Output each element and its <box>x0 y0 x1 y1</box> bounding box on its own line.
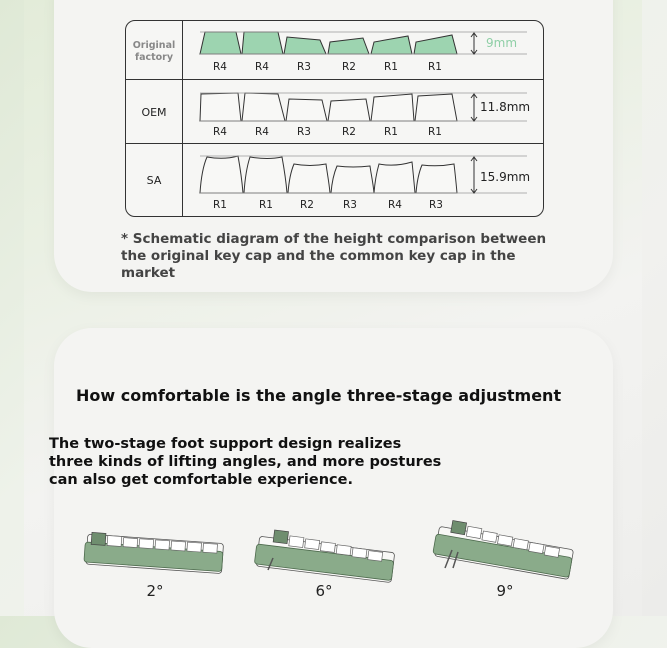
row-label-oem: OEM <box>141 106 167 119</box>
key-row-label: R1 <box>428 126 442 138</box>
keycap-profile <box>414 35 457 54</box>
key-row-label: R4 <box>388 199 402 211</box>
keycap-profile <box>200 93 241 121</box>
keycap-profile <box>244 157 287 193</box>
keycap-profile <box>288 164 330 193</box>
height-arrow <box>471 94 477 121</box>
original-factory-keycaps <box>200 32 457 54</box>
key-row-label: R1 <box>384 61 398 73</box>
height-arrow <box>471 157 477 193</box>
keycap-profile <box>242 32 283 54</box>
section-description: The two-stage foot support design realizes three kinds of lifting angles, and more postures can also get comfortable experience. <box>49 436 442 488</box>
keycap-profile <box>200 32 241 54</box>
keycap-profile <box>328 38 369 54</box>
key-row-label: R3 <box>297 126 311 138</box>
keycap-profile <box>242 93 285 121</box>
key-row-label: R1 <box>428 61 442 73</box>
section-title: How comfortable is the angle three-stage adjustment <box>76 386 562 405</box>
key-row-label: R1 <box>213 199 227 211</box>
keycap-profile <box>415 94 457 121</box>
key-row-label: R2 <box>342 126 356 138</box>
key-row-label: R3 <box>297 61 311 73</box>
keycap-profile <box>374 162 415 193</box>
keycap-profile <box>371 36 412 54</box>
key-row-label: R1 <box>384 126 398 138</box>
keyboard-2-degree <box>84 532 224 574</box>
key-row-label: R3 <box>343 199 357 211</box>
keycap-profile <box>371 94 414 121</box>
height-value-original: 9mm <box>486 36 518 50</box>
angle-label-2: 2° <box>146 582 164 600</box>
key-row-label: R2 <box>300 199 314 211</box>
key-row-label: R4 <box>255 61 269 73</box>
angle-label-9: 9° <box>496 582 514 600</box>
keyboard-6-degree <box>254 528 396 583</box>
key-row-label: R4 <box>213 126 227 138</box>
key-row-label: R3 <box>429 199 443 211</box>
row-label-original-factory: Original factory <box>132 40 176 63</box>
key-row-label: R4 <box>213 61 227 73</box>
keycap-profile <box>200 156 243 193</box>
schematic-note: * Schematic diagram of the height comparison between the original key cap and the common key cap in the market <box>121 231 547 281</box>
angle-label-6: 6° <box>315 582 333 600</box>
oem-keycaps <box>200 93 457 121</box>
row-label-sa: SA <box>146 174 162 187</box>
key-row-label: R4 <box>255 126 269 138</box>
sa-keycaps <box>200 156 457 193</box>
key-row-label: R1 <box>259 199 273 211</box>
keyboard-9-degree <box>432 518 575 579</box>
keycap-profile <box>286 99 327 121</box>
keycap-profile <box>284 37 326 54</box>
height-arrow <box>471 33 477 54</box>
height-value-oem: 11.8mm <box>480 100 531 114</box>
keycap-profile <box>331 166 374 193</box>
height-value-sa: 15.9mm <box>480 170 531 184</box>
key-row-label: R2 <box>342 61 356 73</box>
keycap-profile <box>328 99 370 121</box>
keycap-profile <box>416 164 457 193</box>
